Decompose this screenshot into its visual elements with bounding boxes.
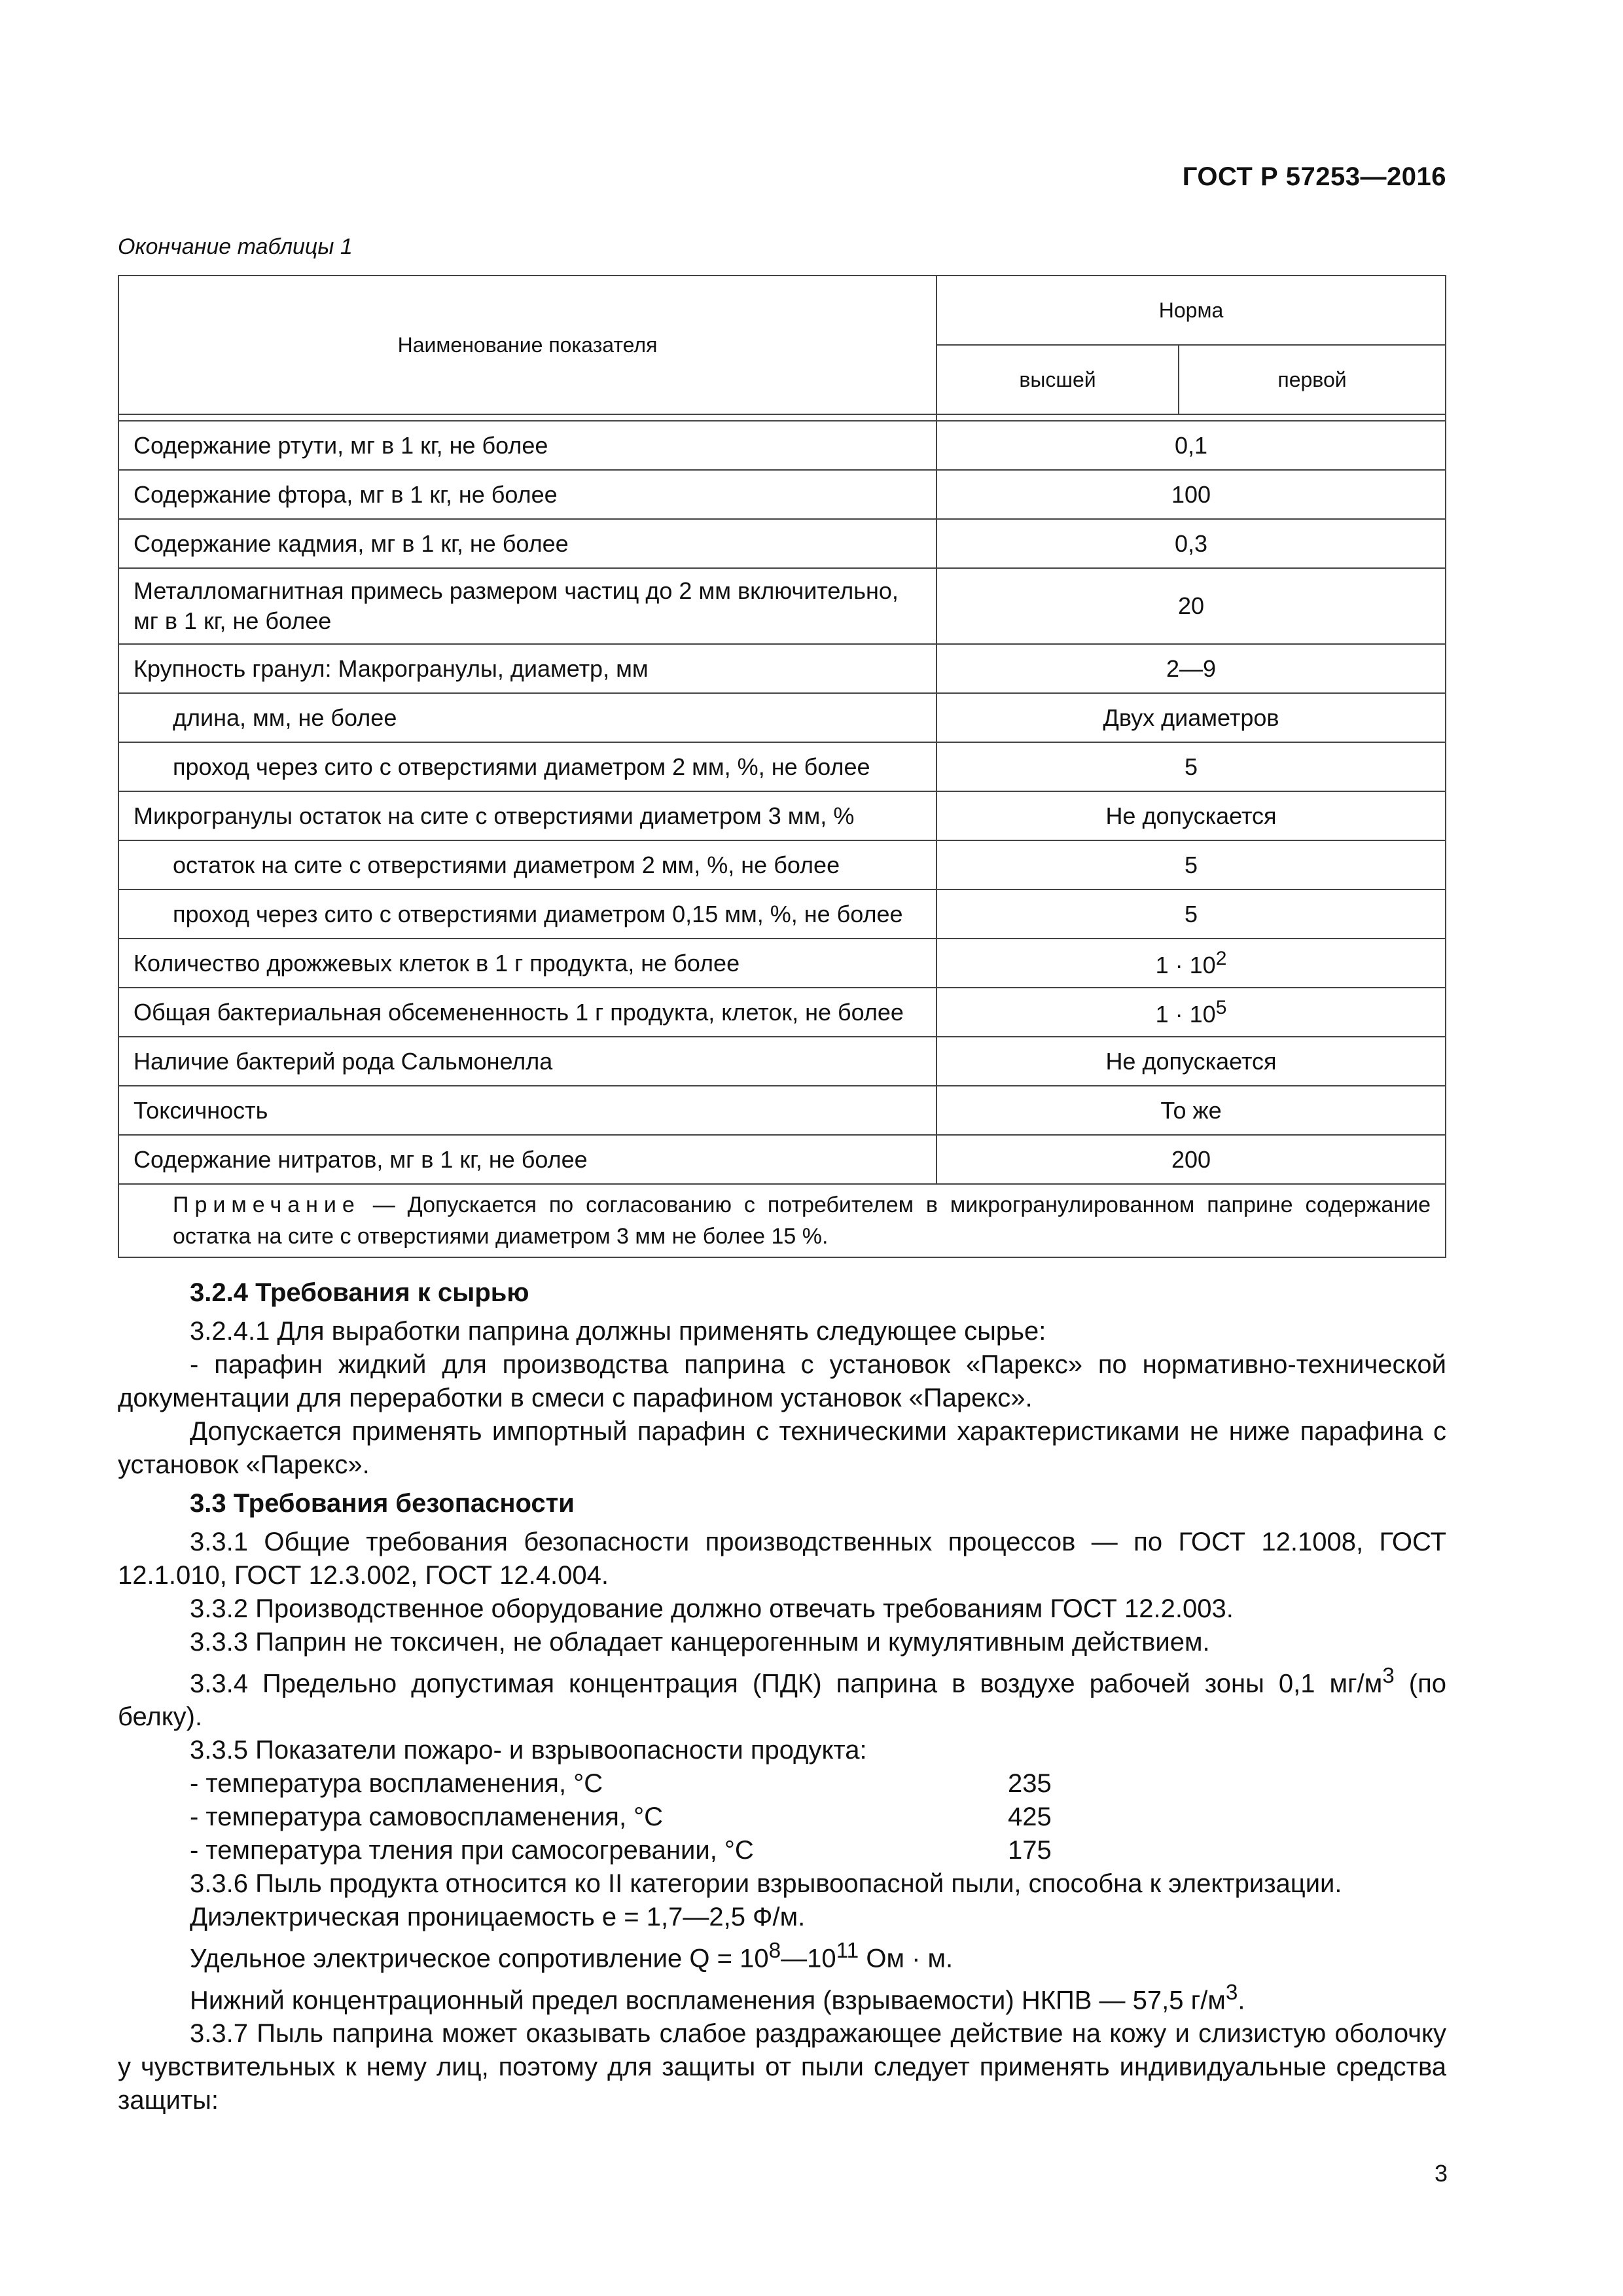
header-indicator-name: Наименование показателя bbox=[118, 276, 936, 414]
paragraph-3-3-2: 3.3.2 Производственное оборудование должно отвечать требованиям ГОСТ 12.2.003. bbox=[190, 1594, 1234, 1623]
value-exponent: 2 bbox=[1215, 947, 1227, 969]
fire-hazard-list bbox=[118, 1767, 1446, 1867]
paragraph-dielectric: Диэлектрическая проницаемость е = 1,7—2,5 Ф/м. bbox=[190, 1903, 806, 1932]
paragraph-3-3-3: 3.3.3 Паприн не токсичен, не обладает канцерогенным и кумулятивным действием. bbox=[190, 1628, 1210, 1657]
resist-text: Удельное электрическое сопротивление Q = 10 bbox=[190, 1944, 769, 1973]
table-row bbox=[118, 644, 1446, 693]
row-name: Содержание нитратов, мг в 1 кг, не более bbox=[118, 1135, 936, 1184]
list-item bbox=[118, 1834, 1446, 1867]
row-value: 0,1 bbox=[936, 421, 1446, 470]
fire-value: 425 bbox=[1008, 1803, 1052, 1832]
header-norm: Норма bbox=[936, 276, 1446, 345]
list-item bbox=[118, 1801, 1446, 1834]
page-number: 3 bbox=[1434, 2160, 1448, 2187]
row-value: 20 bbox=[936, 568, 1446, 644]
table-row bbox=[118, 1037, 1446, 1086]
row-name: Количество дрожжевых клеток в 1 г продукта, не более bbox=[118, 939, 936, 988]
row-value: Не допускается bbox=[936, 1037, 1446, 1086]
row-value: Не допускается bbox=[936, 791, 1446, 840]
fire-value: 175 bbox=[1008, 1836, 1052, 1865]
section-heading-3-2-4: 3.2.4 Требования к сырью bbox=[190, 1278, 529, 1307]
table-row bbox=[118, 1086, 1446, 1135]
section-heading-3-3: 3.3 Требования безопасности bbox=[190, 1489, 575, 1518]
paragraph-3-3-4 bbox=[118, 1659, 1446, 1734]
header-grade-first: первой bbox=[1179, 345, 1446, 414]
header-grade-highest: высшей bbox=[936, 345, 1179, 414]
row-name: Содержание кадмия, мг в 1 кг, не более bbox=[118, 519, 936, 568]
table-row bbox=[118, 889, 1446, 939]
paragraph-resistivity bbox=[118, 1934, 1446, 1975]
fire-label: - температура самовоспламенения, °С bbox=[190, 1803, 664, 1832]
fire-value: 235 bbox=[1008, 1769, 1052, 1799]
pdk-text: 3.3.4 Предельно допустимая концентрация (ПДК) паприна в воздухе рабочей зоны 0,1 мг/м bbox=[190, 1669, 1383, 1698]
nkpv-end: . bbox=[1238, 1985, 1245, 2015]
row-name: Микрогранулы остаток на сите с отверстиями диаметром 3 мм, % bbox=[118, 791, 936, 840]
row-name: Токсичность bbox=[118, 1086, 936, 1135]
row-value: 5 bbox=[936, 742, 1446, 791]
row-name: Содержание фтора, мг в 1 кг, не более bbox=[118, 470, 936, 519]
row-value: 0,3 bbox=[936, 519, 1446, 568]
resist-exp-1: 8 bbox=[768, 1939, 781, 1964]
pdk-exponent: 3 bbox=[1382, 1664, 1395, 1688]
body-text bbox=[118, 1275, 1446, 2117]
paragraph-3-3-1: 3.3.1 Общие требования безопасности производственных процессов — по ГОСТ 12.1008, ГОСТ 12.1.010, ГОСТ 12.3.002, ГОСТ 12.4.004. bbox=[118, 1528, 1446, 1590]
table-row bbox=[118, 421, 1446, 470]
row-name: Крупность гранул: Макрогранулы, диаметр, мм bbox=[118, 644, 936, 693]
nkpv-text: Нижний концентрационный предел воспламенения (взрываемости) НКПВ — 57,5 г/м bbox=[190, 1985, 1226, 2015]
table-note bbox=[118, 1184, 1446, 1257]
row-name: проход через сито с отверстиями диаметром 0,15 мм, %, не более bbox=[118, 889, 936, 939]
fire-label: - температура тления при самосогревании, °С bbox=[190, 1836, 754, 1865]
norms-table bbox=[118, 275, 1446, 1258]
table-row bbox=[118, 791, 1446, 840]
fire-label: - температура воспламенения, °С bbox=[190, 1769, 603, 1799]
row-name: Содержание ртути, мг в 1 кг, не более bbox=[118, 421, 936, 470]
row-name: Металломагнитная примесь размером частиц до 2 мм включительно, мг в 1 кг, не более bbox=[118, 568, 936, 644]
table-row bbox=[118, 693, 1446, 742]
row-name: проход через сито с отверстиями диаметром 2 мм, %, не более bbox=[118, 742, 936, 791]
row-name: Общая бактериальная обсемененность 1 г продукта, клеток, не более bbox=[118, 988, 936, 1037]
paragraph-raw-material-item: - парафин жидкий для производства паприна с установок «Парекс» по нормативно-технической документации для переработки в смеси с парафином установок «Парекс». bbox=[118, 1350, 1446, 1412]
value-exponent: 5 bbox=[1215, 996, 1227, 1018]
row-value: 200 bbox=[936, 1135, 1446, 1184]
row-name: остаток на сите с отверстиями диаметром 2 мм, %, не более bbox=[118, 840, 936, 889]
paragraph-3-3-6: 3.3.6 Пыль продукта относится ко II категории взрывоопасной пыли, способна к электризации. bbox=[190, 1869, 1342, 1899]
row-name: длина, мм, не более bbox=[118, 693, 936, 742]
pdk-text-end: (по белку). bbox=[118, 1669, 1446, 1732]
value-base: 1 · 10 bbox=[1155, 1000, 1216, 1028]
table-caption: Окончание таблицы 1 bbox=[118, 234, 353, 259]
table-row bbox=[118, 1135, 1446, 1184]
table-row bbox=[118, 470, 1446, 519]
row-value bbox=[936, 939, 1446, 988]
table-row bbox=[118, 742, 1446, 791]
nkpv-exponent: 3 bbox=[1225, 1980, 1238, 2005]
value-base: 1 · 10 bbox=[1155, 951, 1216, 978]
list-item bbox=[118, 1767, 1446, 1801]
resist-unit: Ом · м. bbox=[859, 1944, 954, 1973]
table-row bbox=[118, 988, 1446, 1037]
row-value: Двух диаметров bbox=[936, 693, 1446, 742]
note-text: — Допускается по согласованию с потребителем в микрогранулированном паприне содержание остатка на сите с отверстиями диаметром 3 мм не более 15 %. bbox=[173, 1193, 1431, 1249]
row-value: То же bbox=[936, 1086, 1446, 1135]
note-cell bbox=[118, 1184, 1446, 1257]
row-value: 5 bbox=[936, 889, 1446, 939]
note-label: Примечание bbox=[173, 1193, 361, 1217]
paragraph-nkpv bbox=[118, 1976, 1446, 2017]
paragraph-3-3-7: 3.3.7 Пыль паприна может оказывать слабое раздражающее действие на кожу и слизистую оболочку у чувствительных к нему лиц, поэтому для защиты от пыли следует применять индивидуальные средства защиты: bbox=[118, 2018, 1446, 2115]
paragraph-3-2-4-1: 3.2.4.1 Для выработки паприна должны применять следующее сырье: bbox=[190, 1317, 1046, 1346]
row-value: 100 bbox=[936, 470, 1446, 519]
resist-dash: —10 bbox=[781, 1944, 836, 1973]
row-value: 5 bbox=[936, 840, 1446, 889]
table-row bbox=[118, 840, 1446, 889]
table-row bbox=[118, 568, 1446, 644]
resist-exp-2: 11 bbox=[836, 1939, 859, 1964]
paragraph-3-3-5: 3.3.5 Показатели пожаро- и взрывоопасности продукта: bbox=[190, 1736, 867, 1765]
standard-code: ГОСТ Р 57253—2016 bbox=[1182, 162, 1446, 191]
table-row bbox=[118, 939, 1446, 988]
row-value: 2—9 bbox=[936, 644, 1446, 693]
paragraph-import-paraffin: Допускается применять импортный парафин с техническими характеристиками не ниже парафина с установок «Парекс». bbox=[118, 1417, 1446, 1479]
row-name: Наличие бактерий рода Сальмонелла bbox=[118, 1037, 936, 1086]
row-value bbox=[936, 988, 1446, 1037]
table-row bbox=[118, 519, 1446, 568]
